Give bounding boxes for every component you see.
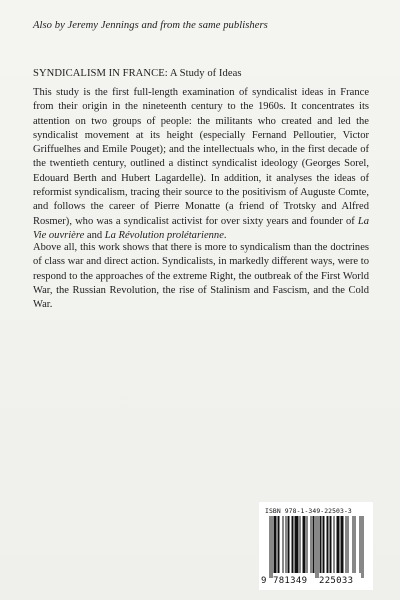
barcode-bar — [279, 516, 280, 573]
book-title: SYNDICALISM IN FRANCE: A Study of Ideas — [33, 68, 242, 79]
barcode-bar — [331, 516, 332, 573]
barcode-bar — [338, 516, 339, 573]
paragraph-1-text: This study is the first full-length examination of syndicalist ideas in France from their origin in the nineteenth century to the 1960s. It concentrates its attention on two groups of people: the militants who created and led the syndicalist movement at its height (especially Fernand Pelloutier, Victor Griffuelhes and Emile Pouget); and the intellectuals who, in the first decade of the twentieth century, outlined a distinct syndicalist ideology (Georges Sorel, Edouard Berth and Hubert Lagardelle). In addition, it analyses the ideas of reformist syndicalism, tracing their source to the positivism of Auguste Comte, and follows the career of Pierre Monatte (a friend of Trotsky and Alfred Rosmer), who was a syndicalist activist for over sixty years and founder of — [33, 87, 369, 227]
barcode-bar — [276, 516, 277, 573]
ean-first-digit: 9 — [261, 576, 267, 586]
paragraph-1-end: . — [223, 229, 227, 241]
barcode-guard-bar — [270, 516, 271, 578]
barcode-bar — [341, 516, 342, 573]
barcode-bar — [314, 516, 315, 573]
journal-title-la-revolution-proletarienne: La Révolution prolétarienne — [104, 229, 224, 241]
barcode-guard-bar — [364, 516, 365, 578]
barcode-bar — [313, 516, 314, 573]
ean-left-digits: 781349 — [273, 576, 308, 586]
paragraph-1-conjunction: and — [84, 229, 105, 241]
journal-title-la-vie-ouvriere: La Vie ouvrière — [33, 215, 369, 241]
barcode-bar — [321, 516, 322, 573]
description-paragraph-2: Above all, this work shows that there is more to syndicalism than the doctrines of class war and direct action. Syndicalists, in markedly different ways, were to respond to the approaches of the extreme Right, the outbreak of the First World War, the Russian Revolution, the rise of Stalinism and Fascism, and the Cold War. — [33, 242, 369, 311]
isbn-barcode — [259, 502, 373, 590]
barcode-bar — [274, 516, 275, 573]
barcode-bar — [343, 516, 344, 573]
barcode-bar — [278, 516, 279, 573]
barcode-bars — [268, 516, 364, 578]
barcode-guard-bar — [318, 516, 319, 578]
barcode-bar — [346, 516, 347, 573]
barcode-bar — [304, 516, 305, 573]
barcode-bar — [305, 516, 306, 573]
isbn-text: ISBN 978-1-349-22503-3 — [265, 507, 352, 515]
barcode-bar — [328, 516, 329, 573]
barcode-bar — [353, 516, 354, 573]
barcode-guard-bar — [362, 516, 363, 578]
barcode-bar — [311, 516, 312, 573]
barcode-bar — [337, 516, 338, 573]
barcode-bar — [348, 516, 349, 573]
barcode-bar — [297, 516, 298, 573]
barcode-bar — [288, 516, 289, 573]
header-note: Also by Jeremy Jennings and from the same publishers — [33, 20, 268, 31]
description-paragraph-1 — [33, 86, 369, 243]
barcode-bar — [303, 516, 304, 573]
barcode-bar — [283, 516, 284, 573]
barcode-bar — [342, 516, 343, 573]
barcode-bar — [292, 516, 293, 573]
barcode-bar — [323, 516, 324, 573]
barcode-bar — [300, 516, 301, 573]
barcode-guard-bar — [316, 516, 317, 578]
barcode-bar — [324, 516, 325, 573]
barcode-bar — [293, 516, 294, 573]
barcode-bar — [334, 516, 335, 573]
barcode-bar — [298, 516, 299, 573]
barcode-bar — [295, 516, 296, 573]
barcode-bar — [360, 516, 361, 573]
barcode-bar — [296, 516, 297, 573]
barcode-guard-bar — [272, 516, 273, 578]
barcode-bar — [327, 516, 328, 573]
barcode-bar — [330, 516, 331, 573]
barcode-bar — [289, 516, 290, 573]
ean-right-digits: 225033 — [319, 576, 354, 586]
barcode-bar — [275, 516, 276, 573]
barcode-bar — [307, 516, 308, 573]
barcode-bar — [320, 516, 321, 573]
barcode-bar — [339, 516, 340, 573]
barcode-bar — [355, 516, 356, 573]
barcode-bar — [286, 516, 287, 573]
